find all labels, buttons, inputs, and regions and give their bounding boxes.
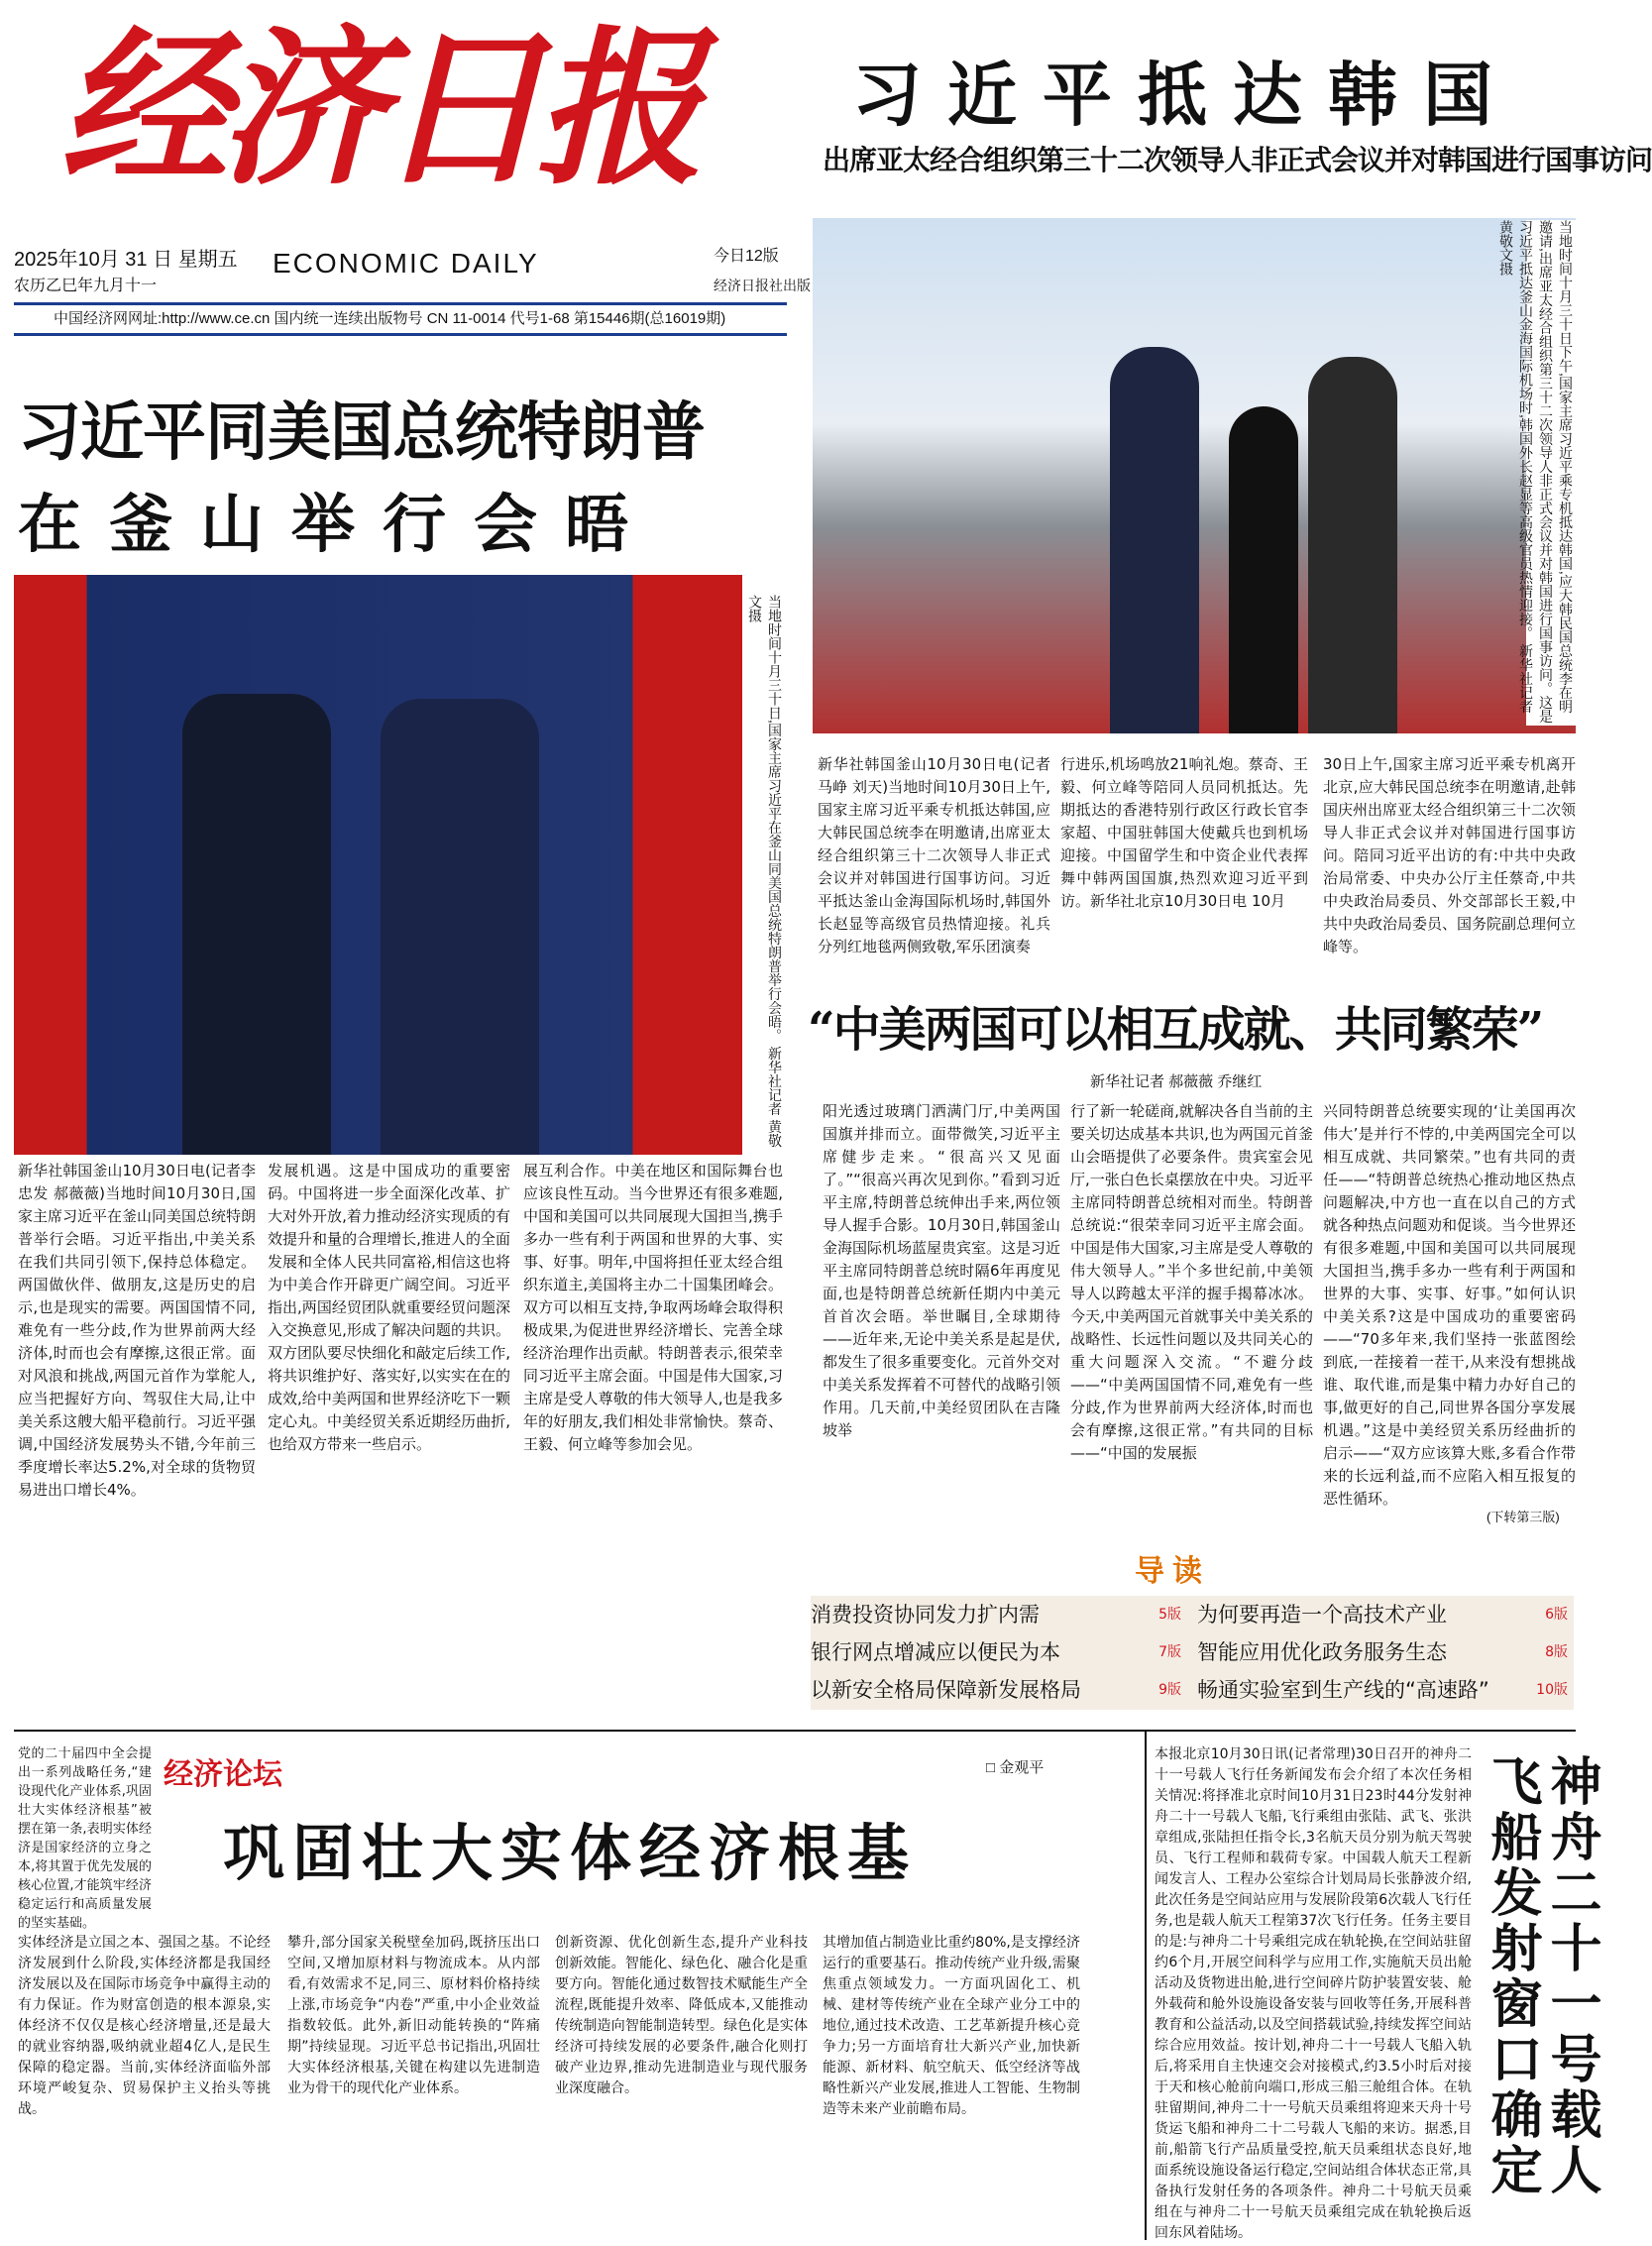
figure-silhouette xyxy=(182,694,331,1155)
top-story-col1: 新华社韩国釜山10月30日电(记者马峥 刘天)当地时间10月30日上午,国家主席习近平乘专机抵达韩国,应大韩民国总统李在明邀请,出席亚太经合组织第三十二次领导人非正式会议并对韩国进行国事访问。习近平抵达釜山金海国际机场时,韩国外长赵显等高级官员热情迎接。礼兵分列红地毯两侧致敬,军乐团演奏 xyxy=(818,755,1050,955)
forum-author: □ 金观平 xyxy=(986,1759,1045,1776)
forum-title: 巩固壮大实体经济根基 xyxy=(223,1817,918,1889)
english-title: ECONOMIC DAILY xyxy=(273,248,539,279)
figure-silhouette xyxy=(381,699,539,1155)
forum-intro: 党的二十届四中全会提出一系列战略任务,“建设现代化产业体系,巩固壮大实体经济根基”被摆在第一条,表明实体经济是国家经济的立身之本,将其置于优先发展的核心位置,才能筑牢经济稳定运行和高质量发展的坚实基础。 xyxy=(18,1746,152,1931)
quote-story-col2: 行了新一轮磋商,就解决各自当前的主要关切达成基本共识,也为两国元首釜山会晤提供了必要条件。贵宾室会见厅,一张白色长桌摆放在中央。习近平主席同特朗普总统相对而坐。特朗普总统说:“很荣幸同习近平主席会面。中国是伟大国家,习主席是受人尊敬的伟大领导人。”半个多世纪前,中美领导人以跨越太平洋的握手揭幕冰冰。今天,中美两国元首就事关中美关系的战略性、长远性问题以及共同关心的重大问题深入交流。“不避分歧——“中美两国国情不同,难免有一些分歧,作为世界前两大经济体,时而也会有摩擦,这很正常。”有共同的目标——“中国的发展振 xyxy=(1070,1102,1313,1462)
top-story-col3: 30日上午,国家主席习近平乘专机离开北京,应大韩民国总统李在明邀请,赴韩国庆州出席亚太经合组织第三十二次领导人非正式会议并对韩国进行国事访问。陪同习近平出访的有:中共中央政治局常委、中央办公厅主任蔡奇,中共中央政治局委员、外交部部长王毅,中共中央政治局委员、国务院副总理何立峰等。 xyxy=(1323,755,1577,955)
forum-col3: 创新资源、优化创新生态,提升产业科技创新效能。智能化、绿色化、融合化是重要方向。智能化通过数智技术赋能生产全流程,既能提升效率、降低成本,又能推动传统制造向智能制造转型。绿色化是实体经济可持续发展的必要条件,融合化则打破产业边界,推动先进制造业与现代服务业深度融合。 xyxy=(555,1935,808,2096)
guide-title: 导读 xyxy=(1135,1554,1210,1589)
quote-story-byline: 新华社记者 郝薇薇 乔继红 xyxy=(1090,1073,1263,1090)
main-story-col1: 新华社韩国釜山10月30日电(记者李忠发 郝薇薇)当地时间10月30日,国家主席习近平在釜山同美国总统特朗普举行会晤。习近平指出,中美关系在我们共同引领下,保持总体稳定。两国做伙伴、做朋友,这是历史的启示,也是现实的需要。两国国情不同,难免有一些分歧,作为世界前两大经济体,时而也会有摩擦,这很正常。面对风浪和挑战,两国元首作为掌舵人,应当把握好方向、驾驭住大局,让中美关系这艘大船平稳前行。习近平强调,中国经济发展势头不错,今年前三季度增长率达5.2%,对全球的货物贸易进出口增长4%。 xyxy=(18,1162,257,1499)
main-story-title-2: 在釜山举行会晤 xyxy=(18,489,656,562)
main-story-title-1: 习近平同美国总统特朗普 xyxy=(18,396,705,470)
airport-photo xyxy=(813,218,1576,733)
masthead-logo: 经济日报 xyxy=(59,10,695,208)
forum-col4: 其增加值占制造业比重约80%,是支撑经济运行的重要基石。推动传统产业升级,需聚焦重点领域发力。一方面巩固化工、机械、建材等传统产业在全球产业分工中的地位,通过技术改造、工艺革新提升核心竞争力;另一方面培育壮大新兴产业,加快新能源、新材料、航空航天、低空经济等战略性新兴产业发展,推进人工智能、生物制造等未来产业前瞻布局。 xyxy=(823,1935,1080,2117)
top-story-title: 习近平抵达韩国 xyxy=(852,55,1518,136)
top-story-col2: 行进乐,机场鸣放21响礼炮。蔡奇、王毅、何立峰等陪同人员同机抵达。先期抵达的香港特别行政区行政长官李家超、中国驻韩国大使戴兵也到机场迎接。中国留学生和中资企业代表挥舞中韩两国国旗,热烈欢迎习近平到访。新华社北京10月30日电 10月 xyxy=(1060,755,1308,910)
guide-item[interactable]: 消费投资协同发力扩内需 5版 xyxy=(811,1603,1181,1627)
figure-silhouette xyxy=(1308,357,1397,733)
guide-box xyxy=(811,1596,1574,1710)
guide-item[interactable]: 智能应用优化政务服务生态 8版 xyxy=(1197,1640,1568,1664)
forum-col1: 实体经济是立国之本、强国之基。不论经济发展到什么阶段,实体经济都是我国经济发展以及在国际市场竞争中赢得主动的有力保证。作为财富创造的根本源泉,实体经济不仅仅是核心经济增量,还是最大的就业容纳器,吸纳就业超4亿人,是民生保障的稳定器。当前,实体经济面临外部环境严峻复杂、贸易保护主义抬头等挑战。 xyxy=(18,1935,271,2117)
forum-label: 经济论坛 xyxy=(164,1757,282,1792)
main-story-col3: 展互利合作。中美在地区和国际舞台也应该良性互动。当今世界还有很多难题,中国和美国可以共同展现大国担当,携手多办一些有利于两国和世界的大事、实事、好事。明年,中国将担任亚太经合组织东道主,美国将主办二十国集团峰会。双方可以相互支持,争取两场峰会取得积极成果,为促进世界经济增长、完善全球经济治理作出贡献。特朗普表示,很荣幸同习近平主席会面。中国是伟大国家,习主席是受人尊敬的伟大领导人,也是我多年的好朋友,我们相处非常愉快。蔡奇、王毅、何立峰等参加会见。 xyxy=(523,1162,783,1453)
guide-item[interactable]: 畅通实验室到生产线的“高速路” 10版 xyxy=(1197,1678,1568,1702)
info-bar: 中国经济网网址:http://www.ce.cn 国内统一连续出版物号 CN 11-0014 代号1-68 第15446期(总16019期) xyxy=(14,302,787,336)
summit-photo-caption: 当地时间十月三十日,国家主席习近平在釜山同美国总统特朗普举行会晤。 新华社记者 黄敬文摄 xyxy=(747,595,783,1148)
guide-item[interactable]: 以新安全格局保障新发展格局 9版 xyxy=(811,1678,1181,1702)
column-divider xyxy=(1145,1730,1147,2240)
main-story-col2: 发展机遇。这是中国成功的重要密码。中国将进一步全面深化改革、扩大对外开放,着力推动经济实现质的有效提升和量的合理增长,推进人的全面发展和全体人民共同富裕,相信这也将为中美合作开辟更广阔空间。习近平指出,两国经贸团队就重要经贸问题深入交换意见,形成了解决问题的共识。双方团队要尽快细化和敲定后续工作,将共识维护好、落实好,以实实在在的成效,给中美两国和世界经济吃下一颗定心丸。中美经贸关系近期经历曲折,也给双方带来一些启示。 xyxy=(268,1162,510,1453)
quote-story-title: “中美两国可以相互成就、共同繁荣” xyxy=(808,1002,1543,1058)
lunar-date: 农历乙巳年九月十一 xyxy=(14,278,158,294)
continued-note: (下转第三版) xyxy=(1487,1510,1560,1524)
guide-item[interactable]: 为何要再造一个高技术产业 6版 xyxy=(1197,1603,1568,1627)
guide-item[interactable]: 银行网点增减应以便民为本 7版 xyxy=(811,1640,1181,1664)
airport-photo-caption: 当地时间十月三十日下午,国家主席习近平乘专机抵达韩国,应大韩民国总统李在明邀请,出席亚太经合组织第三十二次领导人非正式会议并对韩国进行国事访问。这是习近平抵达釜山金海国际机场时,韩国外长赵显等高级官员热情迎接。 新华社记者 黄敬文摄 xyxy=(1526,220,1576,726)
shenzhou-story-title: 神舟二十一号载人飞船发射窗口确定 xyxy=(1482,1754,1600,2198)
summit-photo xyxy=(14,575,742,1155)
shenzhou-story-text: 本报北京10月30日讯(记者常理)30日召开的神舟二十一号载人飞行任务新闻发布会介绍了本次任务相关情况:将择准北京时间10月31日23时44分发射神舟二十一号载人飞船,飞行乘组由张陆、武飞、张洪章组成,张陆担任指令长,3名航天员分别为航天驾驶员、飞行工程师和载荷专家。中国载人航天工程新闻发言人、工程办公室综合计划局局长张静波介绍,此次任务是空间站应用与发展阶段第6次载人飞行任务,也是载人航天工程第37次飞行任务。任务主要目的是:与神舟二十号乘组完成在轨轮换,在空间站驻留约6个月,开展空间科学与应用工作,实施航天员出舱活动及货物进出舱,进行空间碎片防护装置安装、舱外载荷和舱外设施设备安装与回收等任务,开展科普教育和公益活动,以及空间搭载试验,持续发挥空间站综合应用效益。按计划,神舟二十一号载人飞船入轨后,将采用自主快速交会对接模式,约3.5小时后对接于天和核心舱前向端口,形成三船三舱组合体。在轨驻留期间,神舟二十一号航天员乘组将迎来天舟十号货运飞船和神舟二十二号载人飞船的来访。据悉,目前,船箭飞行产品质量受控,航天员乘组状态良好,地面系统设施设备运行稳定,空间站组合体状态正常,具备执行发射任务的各项条件。神舟二十号航天员乘组在与神舟二十一号航天员乘组完成在轨轮换后返回东风着陆场。 xyxy=(1155,1746,1472,2241)
top-story-subtitle: 出席亚太经合组织第三十二次领导人非正式会议并对韩国进行国事访问 xyxy=(823,144,1652,176)
quote-story-col3: 兴同特朗普总统要实现的‘让美国再次伟大’是并行不悖的,中美两国完全可以相互成就、共同繁荣。”也有共同的责任——“特朗普总统热心推动地区热点问题解决,中方也一直在以自己的方式就各种热点问题劝和促谈。当今世界还有很多难题,中国和美国可以共同展现大国担当,携手多办一些有利于两国和世界的大事、实事、好事。”如何认识中美关系?这是中国成功的重要密码——“70多年来,我们坚持一张蓝图绘到底,一茬接着一茬干,从来没有想挑战谁、取代谁,而是集中精力办好自己的事,做更好的自己,同世界各国分享发展机遇。”这是中美经贸关系历经曲折的启示——“双方应该算大账,多看合作带来的长远利益,而不应陷入相互报复的恶性循环。 xyxy=(1323,1102,1577,1508)
issue-date: 2025年10月 31 日 星期五 xyxy=(14,249,238,271)
figure-silhouette xyxy=(1229,406,1298,733)
figure-silhouette xyxy=(1110,347,1199,733)
page-count: 今日12版 xyxy=(714,248,779,265)
publisher: 经济日报社出版 xyxy=(714,278,811,293)
quote-story-col1: 阳光透过玻璃门洒满门厅,中美两国国旗并排而立。面带微笑,习近平主席健步走来。“很高兴又见面了。”“很高兴再次见到你。”看到习近平主席,特朗普总统伸出手来,两位领导人握手合影。10月30日,韩国釜山金海国际机场蓝屋贵宾室。这是习近平主席同特朗普总统时隔6年再度见面,也是特朗普总统新任期内中美元首首次会晤。举世瞩目,全球期待——近年来,无论中美关系是起是伏,都发生了很多重要变化。元首外交对中美关系发挥着不可替代的战略引领作用。几天前,中美经贸团队在吉隆坡举 xyxy=(823,1102,1061,1439)
forum-col2: 攀升,部分国家关税壁垒加码,既挤压出口空间,又增加原材料与物流成本。从内部看,有效需求不足,同三、原材料价格持续上涨,市场竞争“内卷”严重,中小企业效益指数较低。此外,新旧动能转换的“阵痛期”持续显现。习近平总书记指出,巩固壮大实体经济根基,关键在构建以先进制造业为骨干的现代化产业体系。 xyxy=(287,1935,540,2096)
section-divider xyxy=(14,1730,1576,1732)
